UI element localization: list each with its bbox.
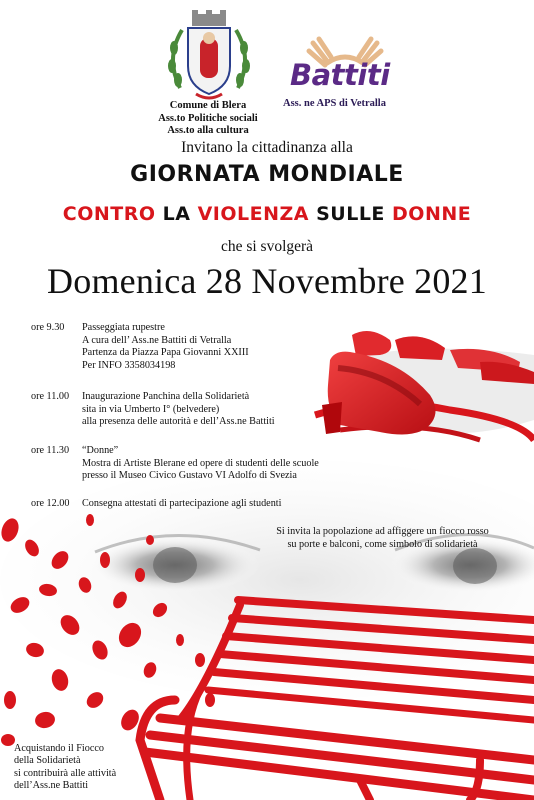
program-item	[31, 445, 371, 483]
title-word: CONTRO	[62, 203, 156, 225]
intro-text: che si svolgerà	[220, 238, 314, 255]
program-line: Mostra di Artiste Blerane ed opere di studenti delle scuole	[82, 457, 319, 469]
program-item	[31, 498, 371, 511]
title-word: DONNE	[392, 203, 472, 225]
comune-line: Ass.to Politiche sociali	[158, 112, 258, 124]
program-line: alla presenza delle autorità e dell’Ass.ne Battiti	[82, 416, 275, 428]
event-date: Domenica 28 Novembre 2021	[47, 261, 487, 301]
battiti-subtitle: Ass. ne APS di Vetralla	[283, 98, 386, 109]
program-line: Consegna attestati di partecipazione agli studenti	[82, 498, 282, 509]
title-word: SULLE	[316, 203, 385, 225]
program-time: ore 12.00	[31, 498, 70, 509]
program-line: presso il Museo Civico Gustavo VI Adolfo di Svezia	[82, 470, 297, 482]
footer-line: Acquistando il Fiocco	[14, 743, 104, 754]
invite-text: Invitano la cittadinanza alla	[181, 139, 353, 156]
program-time: ore 9.30	[31, 322, 65, 333]
program-item	[31, 322, 331, 372]
comune-name-block	[152, 100, 264, 138]
title-giornata-mondiale: GIORNATA MONDIALE	[130, 162, 404, 187]
program-line: Partenza da Piazza Papa Giovanni XXIII	[82, 347, 249, 359]
program-line: Per INFO 3358034198	[82, 359, 176, 371]
program-line: “Donne”	[82, 445, 119, 456]
footer-line: si contribuirà alle attività	[14, 767, 117, 779]
footer-text	[14, 743, 154, 793]
comune-crest-logo	[160, 8, 258, 106]
program-time: ore 11.30	[31, 445, 70, 456]
comune-line: Ass.to alla cultura	[167, 125, 249, 136]
notice-line: su porte e balconi, come simbolo di solidarietà	[287, 538, 478, 550]
program-item	[31, 391, 351, 429]
program-line: Inaugurazione Panchina della Solidarietà	[82, 391, 250, 402]
program-line: Passeggiata rupestre	[82, 322, 165, 333]
title-word: LA	[162, 203, 191, 225]
program-line: A cura dell’ Ass.ne Battiti di Vetralla	[82, 334, 232, 346]
program-time: ore 11.00	[31, 391, 70, 402]
title-contro-violenza	[0, 203, 534, 225]
footer-line: dell’Ass.ne Battiti	[14, 780, 89, 792]
battiti-logo-text: Battiti	[290, 58, 390, 92]
notice-line: Si invita la popolazione ad affiggere un fiocco rosso	[276, 526, 489, 537]
title-word: VIOLENZA	[197, 203, 309, 225]
notice-text	[250, 526, 515, 551]
footer-line: della Solidarietà	[14, 755, 81, 767]
program-line: sita in via Umberto I° (belvedere)	[82, 403, 220, 415]
comune-line: Comune di Blera	[169, 100, 247, 111]
